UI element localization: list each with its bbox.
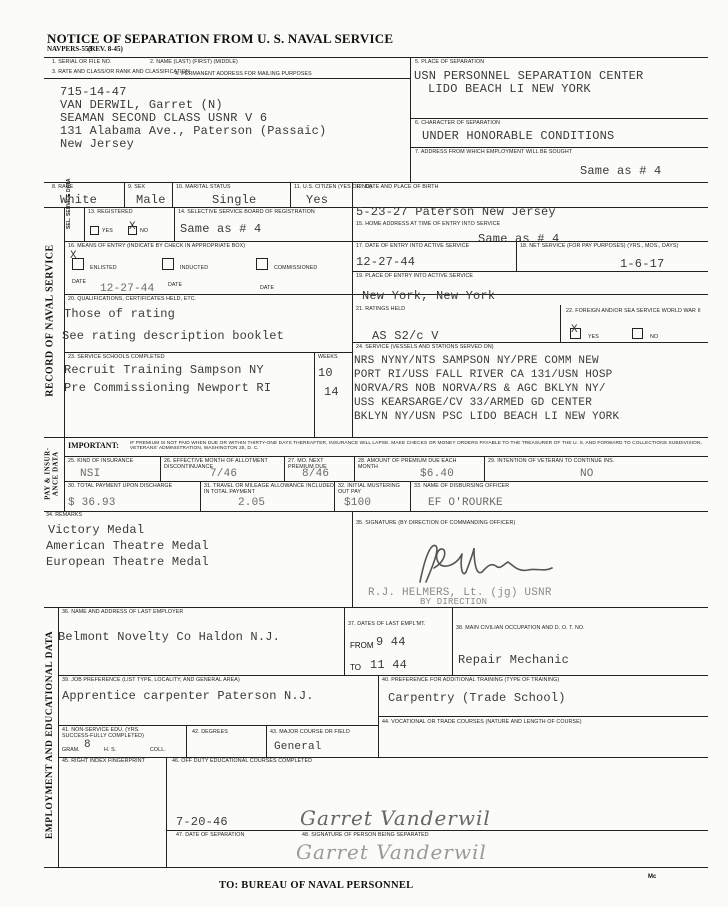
value-remarks-1: Victory Medal [48,523,145,537]
value-employment-address: Same as # 4 [580,164,662,178]
value-school-1-weeks: 10 [318,366,333,380]
officer-signature-image [400,532,570,592]
label-vocational-courses: 44. VOCATIONAL OR TRADE COURSES (NATURE AND LENGTH OF COURSE) [382,719,582,725]
commissioned-checkbox [256,258,268,270]
value-mustering: $100 [344,497,372,509]
value-remarks-3: European Theatre Medal [46,555,209,569]
value-qualifications-2: See rating description booklet [62,329,285,343]
label-race: 8. RACE [52,184,74,190]
value-marital: Single [212,193,257,207]
value-next-premium: 8/46 [302,468,330,480]
label-travel-allowance: 31. TRAVEL OR MILEAGE ALLOWANCE INCLUDED IN TOTAL PAYMENT [204,483,334,495]
value-grammar-years: 8 [84,739,91,751]
label-foreign-no: NO [650,334,659,340]
label-college: COLL. [150,747,166,753]
label-remarks: 34. REMARKS [46,512,83,518]
label-allotment-month: 26. EFFECTIVE MONTH OF ALLOTMENT DISCONTINUANCE [164,458,268,470]
label-job-preference: 39. JOB PREFERENCE (LIST TYPE, LOCALITY, AND GENERAL AREA) [62,677,240,683]
label-inducted: INDUCTED [180,265,209,271]
label-separated-signature: 48. SIGNATURE OF PERSON BEING SEPARATED [302,832,429,838]
value-sex: Male [136,193,166,207]
value-place-of-separation-2: LIDO BEACH LI NEW YORK [428,82,591,96]
value-intention: NO [580,468,594,480]
label-name: 2. NAME (LAST) (FIRST) (MIDDLE) [150,59,238,65]
value-board: Same as # 4 [180,222,262,236]
label-last-employment-dates: 37. DATES OF LAST EMPL'MT. [348,621,426,627]
label-serial: 1. SERIAL OR FILE NO. [52,59,112,65]
value-citizen: Yes [306,193,329,207]
value-qualifications-1: Those of rating [64,307,176,321]
label-weeks: WEEKS [318,354,338,360]
label-disbursing-officer: 33. NAME OF DISBURSING OFFICER [414,483,510,489]
important-text: IF PREMIUM IS NOT PAID WHEN DUE OR WITHIN THIRTY-ONE DAYS THEREAFTER, INSURANCE WILL LAPSE. MAKE CHECKS OR MONEY ORDERS PAYABLE TO THE TREASURER OF THE U. S. AND FORWARD TO COLLECTIONS SUBDIVISION, VETERANS' ADMINISTRATION, WASHINGTON 25, D. C. [130,441,702,452]
value-travel: 2.05 [238,497,266,509]
label-means-of-entry: 16. MEANS OF ENTRY (INDICATE BY CHECK IN APPROPRIATE BOX) [68,243,246,249]
value-allotment-month: 7/46 [210,468,238,480]
value-major-course: General [274,741,322,753]
value-net-service: 1-6-17 [620,257,665,271]
value-means-mark: X [70,250,77,262]
label-registered: 13. REGISTERED [88,209,133,215]
value-school-1: Recruit Training Sampson NY [64,363,264,377]
value-employment-to: 11 44 [370,658,408,672]
value-name: VAN DERWIL, Garret (N) [60,98,223,112]
label-sel-service: SEL. SERVICE DATA [66,178,72,229]
value-birth: 5-23-27 Paterson New Jersey [356,205,556,219]
label-fingerprint: 45. RIGHT INDEX FINGERPRINT [62,758,145,764]
label-qualifications: 20. QUALIFICATIONS, CERTIFICATES HELD, ETC. [68,296,197,302]
fingerprint-box [62,768,162,864]
value-disbursing-officer: EF O'ROURKE [428,497,503,509]
label-ratings: 21. RATINGS HELD [356,306,406,312]
label-total-payment: 30. TOTAL PAYMENT UPON DISCHARGE [68,483,173,489]
value-service-2: PORT RI/USS FALL RIVER CA 131/USN HOSP [354,369,613,381]
label-non-service-education: 41. NON-SERVICE EDU. (YRS. SUCCESS-FULLY COMPLETED) [62,727,144,739]
label-premium-amount: 28. AMOUNT OF PREMIUM DUE EACH MONTH [358,458,457,470]
label-net-service: 18. NET SERVICE (FOR PAY PURPOSES) (YRS., MOS., DAYS) [520,243,679,249]
label-foreign-yes: YES [588,334,599,340]
label-grammar-school: GRAM. [62,747,80,753]
value-total-payment: $ 36.93 [68,497,116,509]
label-major-course: 43. MAJOR COURSE OR FIELD [270,729,350,735]
value-employment-from: 9 44 [376,635,406,649]
label-off-duty-courses: 46. OFF DUTY EDUCATIONAL COURSES COMPLETED [172,758,313,764]
value-signature-1: Garret Vanderwil [300,806,491,830]
value-premium-amount: $6.40 [420,468,455,480]
label-sex: 9. SEX [128,184,146,190]
value-entry-date: 12-27-44 [356,255,416,269]
label-additional-training: 40. PREFERENCE FOR ADDITIONAL TRAINING (TYPE OF TRAINING) [382,677,560,683]
value-address-line1: 131 Alabama Ave., Paterson (Passaic) [60,124,327,138]
value-job-preference: Apprentice carpenter Paterson N.J. [62,689,314,703]
label-intention: 29. INTENTION OF VETERAN TO CONTINUE INS. [488,458,615,464]
value-home-address: Same as # 4 [478,232,560,246]
value-occupation: Repair Mechanic [458,653,570,667]
side-label-pay: PAY & INSUR-ANCE DATA [43,447,59,500]
value-ratings: AS S2/c V [372,329,439,343]
value-training-preference: Carpentry (Trade School) [388,691,566,705]
label-from: FROM [350,641,374,650]
label-enlisted: ENLISTED [90,265,117,271]
value-officer-by-direction: BY DIRECTION [420,597,488,607]
label-mustering-pay: 32. INITIAL MUSTERING OUT PAY [338,483,400,495]
label-degrees: 42. DEGREES [192,729,228,735]
value-signature-2: Garret Vanderwil [296,840,487,864]
side-label-record: RECORD OF NAVAL SERVICE [44,244,56,397]
label-place-of-entry: 19. PLACE OF ENTRY INTO ACTIVE SERVICE [356,273,474,279]
label-entry-date: 17. DATE OF ENTRY INTO ACTIVE SERVICE [356,243,470,249]
value-employer: Belmont Novelty Co Haldon N.J. [58,630,281,644]
label-birth: 12. DATE AND PLACE OF BIRTH [356,184,439,190]
value-registered-mark: X [129,221,136,233]
important-title: IMPORTANT: [68,441,119,450]
label-commissioned: COMMISSIONED [274,265,318,271]
label-high-school: H. S. [104,747,117,753]
label-inducted-date: DATE [168,282,183,288]
value-service-5: BKLYN NY/USN PSC LIDO BEACH LI NEW YORK [354,411,620,423]
label-registered-yes: YES [102,228,113,234]
label-permanent-address: 4. PERMANENT ADDRESS FOR MAILING PURPOSES [175,71,312,77]
footer-to-line: TO: BUREAU OF NAVAL PERSONNEL [219,880,414,891]
label-marital: 10. MARITAL STATUS [176,184,231,190]
form-title: NOTICE OF SEPARATION FROM U. S. NAVAL SERVICE [47,31,394,46]
form-id: NAVPERS-553 [47,45,92,53]
label-last-employer: 36. NAME AND ADDRESS OF LAST EMPLOYER [62,609,184,615]
label-home-address: 15. HOME ADDRESS AT TIME OF ENTRY INTO SERVICE [356,221,501,227]
label-citizen: 11. U.S. CITIZEN (YES OR NO) [294,184,373,190]
label-place-of-separation: 5. PLACE OF SEPARATION [415,59,485,65]
value-character: UNDER HONORABLE CONDITIONS [422,129,615,143]
value-enlisted-date: 12-27-44 [100,283,155,295]
value-place-of-separation-1: USN PERSONNEL SEPARATION CENTER [414,69,644,83]
value-school-2: Pre Commissioning Newport RI [64,381,272,395]
value-race: White [60,193,98,207]
value-foreign-mark: X [571,324,578,336]
value-service-3: NORVA/RS NOB NORVA/RS & AGC BKLYN NY/ [354,383,606,395]
label-service-vessels: 24. SERVICE (VESSELS AND STATIONS SERVED ON) [356,344,494,350]
value-remarks-2: American Theatre Medal [46,539,209,553]
value-address-line2: New Jersey [60,137,135,151]
form-revision: (REV. 8-45) [88,45,123,53]
value-service-1: NRS NYNY/NTS SAMPSON NY/PRE COMM NEW [354,355,599,367]
label-civilian-occupation: 38. MAIN CIVILIAN OCCUPATION AND D. O. T. NO. [456,625,585,631]
value-officer-name: R.J. HELMERS, Lt. (jg) USNR [368,587,552,599]
label-foreign-service: 22. FOREIGN AND/OR SEA SERVICE WORLD WAR II [566,308,701,314]
label-character-of-separation: 6. CHARACTER OF SEPARATION [415,120,501,126]
foreign-no-checkbox [632,328,643,339]
label-commanding-signature: 35. SIGNATURE (BY DIRECTION OF COMMANDING OFFICER) [356,520,516,526]
value-place-of-entry: New York, New York [362,289,496,303]
label-separation-date: 47. DATE OF SEPARATION [176,832,245,838]
label-enlisted-date: DATE [72,279,87,285]
label-to: TO [350,663,361,672]
label-registered-no: NO [140,228,149,234]
label-next-premium: 27. MO. NEXT PREMIUM DUE [288,458,327,470]
value-school-2-weeks: 14 [324,385,339,399]
value-serial: 715-14-47 [60,85,127,99]
value-insurance-kind: NSI [80,468,101,480]
label-service-schools: 23. SERVICE SCHOOLS COMPLETED [68,354,165,360]
footer-corner-mark: Mc [648,874,657,880]
label-commissioned-date: DATE [260,285,275,291]
label-insurance-kind: 25. KIND OF INSURANCE [68,458,134,464]
value-rate: SEAMAN SECOND CLASS USNR V 6 [60,111,268,125]
side-label-employment: EMPLOYMENT AND EDUCATIONAL DATA [45,630,55,840]
value-separation-date: 7-20-46 [176,815,228,829]
label-employment-address: 7. ADDRESS FROM WHICH EMPLOYMENT WILL BE SOUGHT [415,149,573,155]
value-service-4: USS KEARSARGE/CV 33/ARMED GD CENTER [354,397,593,409]
registered-yes-checkbox [90,226,99,235]
inducted-checkbox [162,258,174,270]
label-selective-board: 14. SELECTIVE SERVICE BOARD OF REGISTRATION [178,209,315,215]
label-rate: 3. RATE AND CLASS/OR RANK AND CLASSIFICATION [52,69,190,75]
